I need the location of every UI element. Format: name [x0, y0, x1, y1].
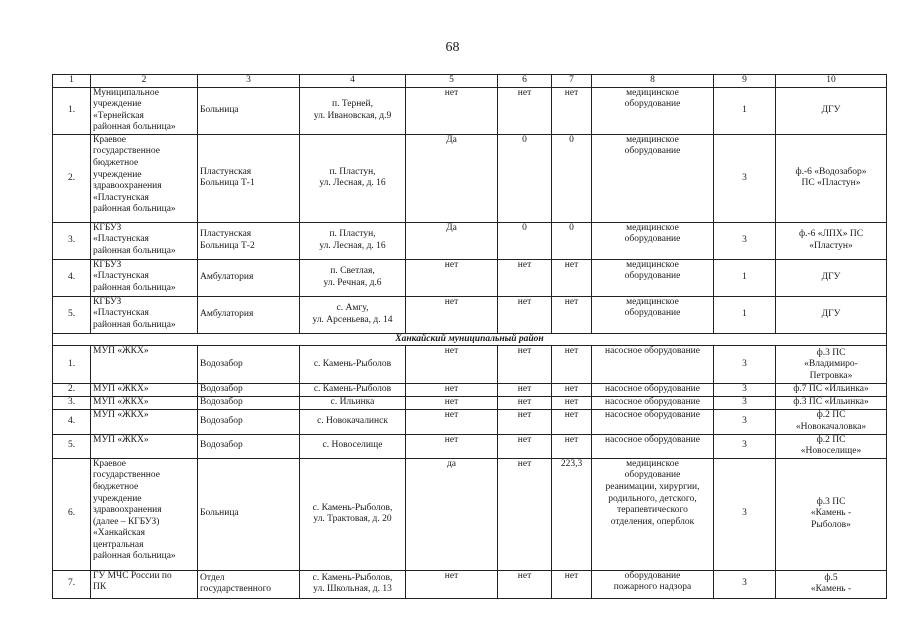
col6-cell: 0 — [498, 134, 552, 222]
facility-cell: Амбулатория — [198, 259, 300, 296]
equipment-cell: насосное оборудование — [592, 397, 714, 410]
col7-cell: 223,3 — [552, 458, 592, 570]
address-cell: с. Камень-Рыболов — [300, 384, 406, 397]
col5-cell: Да — [406, 134, 498, 222]
equipment-cell: насосное оборудование — [592, 384, 714, 397]
organization-cell: МУП «ЖКХ» — [91, 397, 198, 410]
address-cell: с. Амгу, ул. Арсеньева, д. 14 — [300, 296, 406, 333]
col9-cell: 3 — [714, 346, 776, 384]
power-source-cell: ф.-6 «Водозабор» ПС «Пластун» — [776, 134, 887, 222]
header-row — [53, 75, 887, 88]
row-number: 5. — [53, 434, 91, 458]
col9-cell: 3 — [714, 134, 776, 222]
column-header: 7 — [552, 75, 592, 88]
col9-cell: 3 — [714, 222, 776, 259]
table-row — [53, 259, 887, 296]
column-header: 6 — [498, 75, 552, 88]
col7-cell: 0 — [552, 222, 592, 259]
address-cell: п. Пластун, ул. Лесная, д. 16 — [300, 222, 406, 259]
col7-cell: нет — [552, 434, 592, 458]
col7-cell: 0 — [552, 134, 592, 222]
col7-cell: нет — [552, 296, 592, 333]
facility-cell: Водозабор — [198, 434, 300, 458]
column-header: 1 — [53, 75, 91, 88]
power-source-cell: ф.3 ПС «Владимиро- Петровка» — [776, 346, 887, 384]
facility-cell: Больница — [198, 87, 300, 134]
column-header: 8 — [592, 75, 714, 88]
organization-cell: МУП «ЖКХ» — [91, 409, 198, 434]
facility-cell: Больница — [198, 458, 300, 570]
facility-cell: Водозабор — [198, 409, 300, 434]
col6-cell: нет — [498, 434, 552, 458]
address-cell: с. Новоселище — [300, 434, 406, 458]
col6-cell: нет — [498, 346, 552, 384]
facility-cell: Амбулатория — [198, 296, 300, 333]
col9-cell: 3 — [714, 570, 776, 598]
row-number: 4. — [53, 409, 91, 434]
table-row — [53, 87, 887, 134]
section-title: Ханкайский муниципальный район — [53, 333, 887, 346]
facility-cell: Пластунская Больница Т-1 — [198, 134, 300, 222]
column-header: 4 — [300, 75, 406, 88]
col5-cell: нет — [406, 346, 498, 384]
power-source-cell: ф.7 ПС «Ильинка» — [776, 384, 887, 397]
address-cell: с. Камень-Рыболов, ул. Трактовая, д. 20 — [300, 458, 406, 570]
col6-cell: нет — [498, 87, 552, 134]
table-row — [53, 384, 887, 397]
row-number: 5. — [53, 296, 91, 333]
organization-cell: КГБУЗ «Пластунская районная больница» — [91, 259, 198, 296]
address-cell: с. Новокачалинск — [300, 409, 406, 434]
equipment-cell: медицинское оборудование — [592, 222, 714, 259]
table-row — [53, 458, 887, 570]
col6-cell: нет — [498, 458, 552, 570]
equipment-cell: медицинское оборудование реанимации, хирургии, родильного, детского, терапевтического отделения, оперблок — [592, 458, 714, 570]
col9-cell: 3 — [714, 409, 776, 434]
data-table — [52, 74, 887, 599]
power-source-cell: ф.3 ПС «Камень - Рыболов» — [776, 458, 887, 570]
facility-cell: Водозабор — [198, 397, 300, 410]
column-header: 2 — [91, 75, 198, 88]
row-number: 2. — [53, 134, 91, 222]
col6-cell: нет — [498, 397, 552, 410]
col9-cell: 1 — [714, 259, 776, 296]
row-number: 1. — [53, 346, 91, 384]
organization-cell: ГУ МЧС России по ПК — [91, 570, 198, 598]
address-cell: п. Терней, ул. Ивановская, д.9 — [300, 87, 406, 134]
col7-cell: нет — [552, 409, 592, 434]
col7-cell: нет — [552, 570, 592, 598]
equipment-cell: медицинское оборудование — [592, 259, 714, 296]
col5-cell: Да — [406, 222, 498, 259]
facility-cell: Водозабор — [198, 384, 300, 397]
row-number: 4. — [53, 259, 91, 296]
table-row — [53, 296, 887, 333]
address-cell: с. Ильинка — [300, 397, 406, 410]
col5-cell: нет — [406, 397, 498, 410]
col5-cell: нет — [406, 259, 498, 296]
col5-cell: нет — [406, 570, 498, 598]
column-header: 9 — [714, 75, 776, 88]
facility-cell: Водозабор — [198, 346, 300, 384]
section-row — [53, 333, 887, 346]
address-cell: п. Светлая, ул. Речная, д.6 — [300, 259, 406, 296]
column-header: 3 — [198, 75, 300, 88]
row-number: 3. — [53, 222, 91, 259]
col6-cell: 0 — [498, 222, 552, 259]
power-source-cell: ДГУ — [776, 296, 887, 333]
organization-cell: Краевое государственное бюджетное учреждение здравоохранения «Пластунская районная больница» — [91, 134, 198, 222]
table-row — [53, 434, 887, 458]
page-number: 68 — [445, 40, 460, 55]
power-source-cell: ф.-6 «ЛПХ» ПС «Пластун» — [776, 222, 887, 259]
power-source-cell: ф.2 ПС «Новоселище» — [776, 434, 887, 458]
power-source-cell: ф.5 «Камень - — [776, 570, 887, 598]
col6-cell: нет — [498, 409, 552, 434]
col5-cell: нет — [406, 87, 498, 134]
row-number: 2. — [53, 384, 91, 397]
row-number: 3. — [53, 397, 91, 410]
table-row — [53, 409, 887, 434]
equipment-cell: насосное оборудование — [592, 409, 714, 434]
col7-cell: нет — [552, 87, 592, 134]
col7-cell: нет — [552, 384, 592, 397]
col7-cell: нет — [552, 346, 592, 384]
col6-cell: нет — [498, 384, 552, 397]
power-source-cell: ф.3 ПС «Ильинка» — [776, 397, 887, 410]
col9-cell: 3 — [714, 434, 776, 458]
col6-cell: нет — [498, 259, 552, 296]
column-header: 10 — [776, 75, 887, 88]
col9-cell: 3 — [714, 384, 776, 397]
address-cell: п. Пластун, ул. Лесная, д. 16 — [300, 134, 406, 222]
organization-cell: КГБУЗ «Пластунская районная больница» — [91, 222, 198, 259]
table-row — [53, 570, 887, 598]
organization-cell: Краевое государственное бюджетное учреждение здравоохранения (далее – КГБУЗ) «Ханкайская центральная районная больница» — [91, 458, 198, 570]
table-row — [53, 134, 887, 222]
col5-cell: нет — [406, 409, 498, 434]
table-body — [53, 75, 887, 599]
organization-cell: МУП «ЖКХ» — [91, 434, 198, 458]
equipment-cell: медицинское оборудование — [592, 87, 714, 134]
row-number: 7. — [53, 570, 91, 598]
organization-cell: Муниципальное учреждение «Тернейская районная больница» — [91, 87, 198, 134]
facility-cell: Отдел государственного — [198, 570, 300, 598]
row-number: 6. — [53, 458, 91, 570]
organization-cell: МУП «ЖКХ» — [91, 346, 198, 384]
table-row — [53, 397, 887, 410]
table-row — [53, 346, 887, 384]
col5-cell: нет — [406, 434, 498, 458]
col7-cell: нет — [552, 259, 592, 296]
equipment-cell: насосное оборудование — [592, 346, 714, 384]
col5-cell: да — [406, 458, 498, 570]
table-row — [53, 222, 887, 259]
col9-cell: 1 — [714, 87, 776, 134]
col9-cell: 1 — [714, 296, 776, 333]
col9-cell: 3 — [714, 397, 776, 410]
col6-cell: нет — [498, 296, 552, 333]
equipment-cell: оборудование пожарного надзора — [592, 570, 714, 598]
column-header: 5 — [406, 75, 498, 88]
address-cell: с. Камень-Рыболов, ул. Школьная, д. 13 — [300, 570, 406, 598]
power-source-cell: ДГУ — [776, 259, 887, 296]
col6-cell: нет — [498, 570, 552, 598]
equipment-cell: насосное оборудование — [592, 434, 714, 458]
power-source-cell: ф.2 ПС «Новокачаловка» — [776, 409, 887, 434]
equipment-cell: медицинское оборудование — [592, 134, 714, 222]
col9-cell: 3 — [714, 458, 776, 570]
col7-cell: нет — [552, 397, 592, 410]
equipment-cell: медицинское оборудование — [592, 296, 714, 333]
col5-cell: нет — [406, 384, 498, 397]
power-source-cell: ДГУ — [776, 87, 887, 134]
facility-cell: Пластунская Больница Т-2 — [198, 222, 300, 259]
organization-cell: КГБУЗ «Пластунская районная больница» — [91, 296, 198, 333]
address-cell: с. Камень-Рыболов — [300, 346, 406, 384]
col5-cell: нет — [406, 296, 498, 333]
organization-cell: МУП «ЖКХ» — [91, 384, 198, 397]
row-number: 1. — [53, 87, 91, 134]
